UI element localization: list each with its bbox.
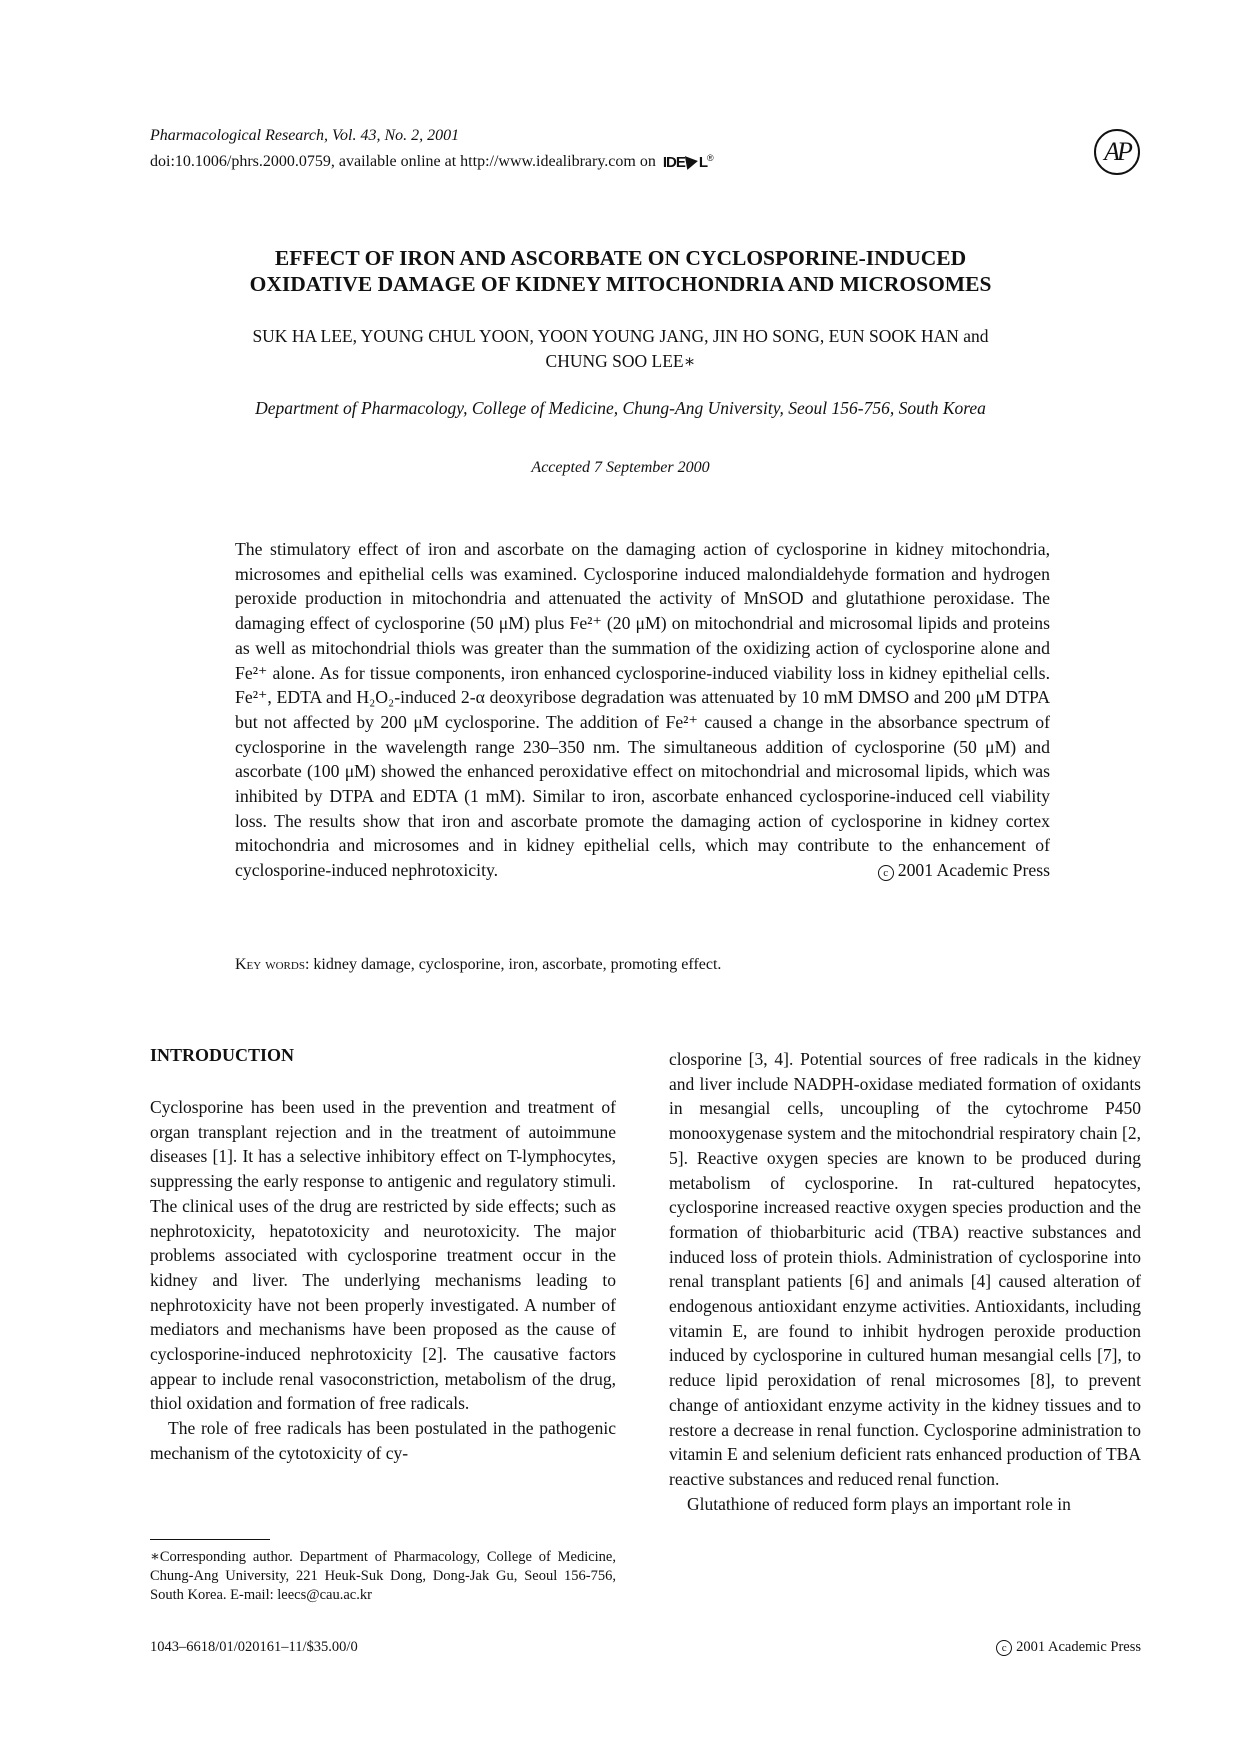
journal-citation: Pharmacological Research, Vol. 43, No. 2, 2001 xyxy=(150,127,460,144)
intro-paragraph-3: closporine [3, 4]. Potential sources of free radicals in the kidney and liver include NADPH-oxidase mediated formation of oxidants in mesangial cells, uncoupling of the cytochrome P450 monooxygenase system and the mitochondrial respiratory chain [2, 5]. Reactive oxygen species are known to be produced during metabolism of cyclosporine. In rat-cultured hepatocytes, cyclosporine increased reactive oxygen species production and the formation of thiobarbituric acid (TBA) reactive substances and induced loss of protein thiols. Administration of cyclosporine into renal transplant patients [6] and animals [4] caused alteration of endogenous antioxidant enzyme activities. Antioxidants, including vitamin E, are found to inhibit hydrogen peroxide production induced by cyclosporine in cultured human mesangial cells [7], to reduce lipid peroxidation of renal microsomes [8], to prevent change of antioxidant enzyme activity in the kidney tissues and to restore a decrease in renal function. Cyclosporine administration to vitamin E and selenium deficient rats enhanced production of TBA reactive substances and reduced renal function. xyxy=(669,1049,1141,1489)
section-heading-introduction: INTRODUCTION xyxy=(150,1045,295,1065)
footer-issn: 1043–6618/01/020161–11/$35.00/0 xyxy=(150,1639,358,1655)
abstract-text: The stimulatory effect of iron and ascorbate on the damaging action of cyclosporine in kidney mitochondria, microsomes and epithelial cells was examined. Cyclosporine induced malondialdehyde formation and hydrogen peroxide production in mitochondria and attenuated the activity of MnSOD and glutathione peroxidase. The damaging effect of cyclosporine (50 μM) plus Fe²⁺ (20 μM) on mitochondrial and microsomal lipids and proteins as well as mitochondrial thiols was greater than the summation of the oxidizing action of cyclosporine alone and Fe²⁺ alone. As for tissue components, iron enhanced cyclosporine-induced viability loss in kidney epithelial cells. Fe²⁺, EDTA and H₂O₂-induced 2-α deoxyribose degradation was attenuated by 10 mM DMSO and 200 μM DTPA but not affected by 200 μM cyclosporine. The addition of Fe²⁺ caused a change in the absorbance spectrum of cyclosporine in the wavelength range 230–350 nm. The simultaneous addition of cyclosporine (50 μM) and ascorbate (100 μM) showed the enhanced peroxidative effect on mitochondrial and microsomal lipids, which was inhibited by DTPA and EDTA (1 mM). Similar to iron, ascorbate enhanced cyclosporine-induced cell viability loss. The results show that iron and ascorbate promote the damaging action of cyclosporine in kidney cortex mitochondria and microsomes and in kidney epithelial cells, which may contribute to the enhancement of cyclosporine-induced nephrotoxicity. xyxy=(235,539,1050,881)
left-column xyxy=(150,1043,616,1466)
footer-copyright-text: 2001 Academic Press xyxy=(1016,1639,1141,1655)
corresponding-author-footnote: ∗Corresponding author. Department of Pharmacology, College of Medicine, Chung-Ang University, 221 Heuk-Suk Dong, Dong-Jak Gu, Seoul 156-756, South Korea. E-mail: leecs@cau.ac.kr xyxy=(150,1549,616,1603)
ideal-library-logo[interactable] xyxy=(663,148,713,173)
academic-press-logo: AP xyxy=(1094,129,1140,175)
copyright-icon: c xyxy=(878,865,894,881)
doi-text: doi:10.1006/phrs.2000.0759, available online at http://www.idealibrary.com on xyxy=(150,153,656,170)
title-line-2: OXIDATIVE DAMAGE OF KIDNEY MITOCHONDRIA AND MICROSOMES xyxy=(249,272,992,296)
footer-copyright xyxy=(900,1638,1141,1656)
copyright-icon: c xyxy=(996,1640,1012,1656)
author-list xyxy=(150,324,1091,374)
intro-paragraph-1: Cyclosporine has been used in the prevention and treatment of organ transplant rejection and in the treatment of autoimmune diseases [1]. It has a selective inhibitory effect on T-lymphocytes, suppressing the early response to antigenic and regulatory stimuli. The clinical uses of the drug are restricted by side effects; such as nephrotoxicity, hepatotoxicity and neurotoxicity. The major problems associated with cyclosporine treatment occur in the kidney and liver. The underlying mechanisms leading to nephrotoxicity have not been properly investigated. A number of mediators and mechanisms have been proposed as the cause of cyclosporine-induced nephrotoxicity [2]. The causative factors appear to include renal vasoconstriction, metabolism of the drug, thiol oxidation and formation of free radicals. xyxy=(150,1097,616,1414)
doi-line xyxy=(150,148,713,173)
right-column xyxy=(669,1047,1141,1516)
authors-line-1: SUK HA LEE, YOUNG CHUL YOON, YOON YOUNG JANG, JIN HO SONG, EUN SOOK HAN and xyxy=(252,326,989,346)
abstract xyxy=(235,537,1050,883)
authors-line-2: CHUNG SOO LEE∗ xyxy=(545,351,696,371)
footnote-divider xyxy=(150,1539,270,1540)
accepted-date: Accepted 7 September 2000 xyxy=(531,459,710,476)
registered-mark: ® xyxy=(707,153,713,163)
keywords-text: kidney damage, cyclosporine, iron, ascorbate, promoting effect. xyxy=(313,956,722,973)
intro-paragraph-2: The role of free radicals has been postulated in the pathogenic mechanism of the cytotoxicity of cy- xyxy=(150,1418,616,1463)
keywords-label: Key words xyxy=(235,956,305,973)
paper-title xyxy=(150,245,1091,297)
ideal-triangle-icon xyxy=(685,154,699,170)
abstract-copyright-text: 2001 Academic Press xyxy=(897,860,1050,881)
title-line-1: EFFECT OF IRON AND ASCORBATE ON CYCLOSPORINE-INDUCED xyxy=(274,246,967,270)
keywords: Key words: kidney damage, cyclosporine, iron, ascorbate, promoting effect. xyxy=(235,956,722,973)
abstract-copyright xyxy=(878,858,1050,883)
intro-paragraph-4: Glutathione of reduced form plays an important role in xyxy=(687,1493,1071,1514)
affiliation: Department of Pharmacology, College of Medicine, Chung-Ang University, Seoul 156-756, South Korea xyxy=(255,398,986,418)
ideal-logo-left: IDE xyxy=(662,154,685,171)
ideal-logo-right: L xyxy=(698,154,708,171)
